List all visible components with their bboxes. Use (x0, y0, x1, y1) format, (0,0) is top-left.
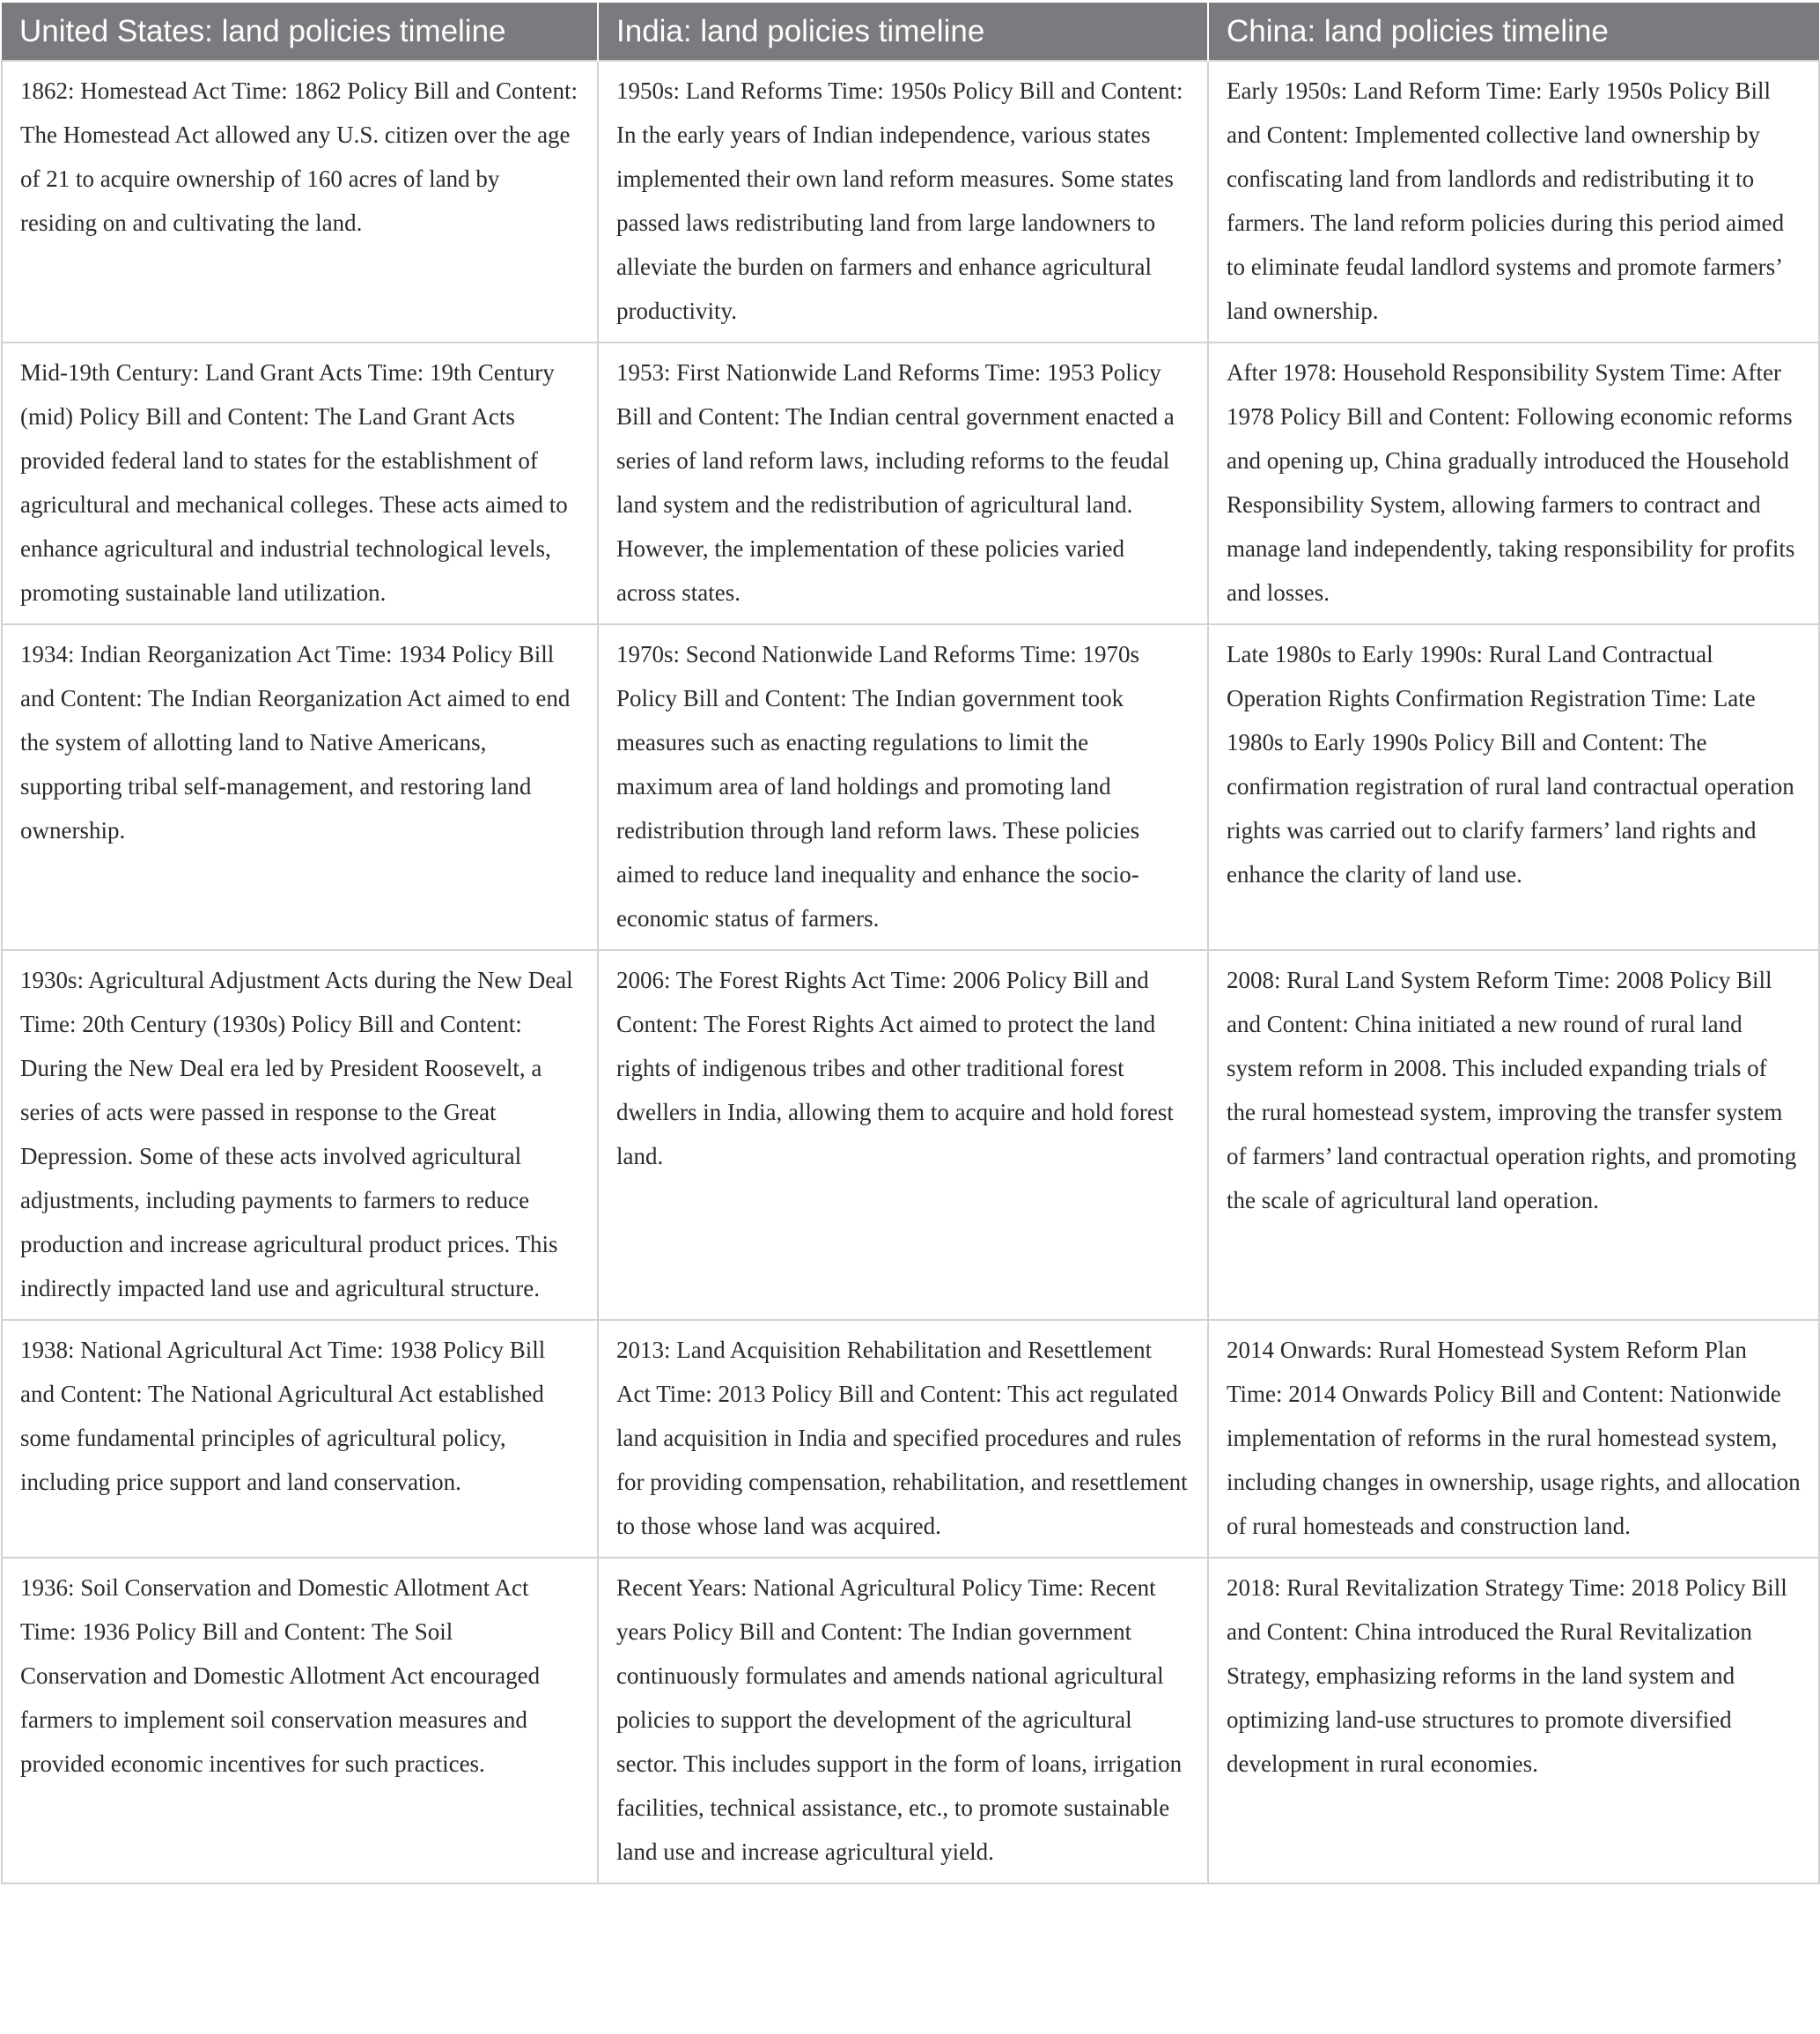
table-cell-united-states: 1930s: Agricultural Adjustment Acts during the New Deal Time: 20th Century (1930s) Policy Bill and Content: During the New Deal era led by President Roosevelt, a series of acts were passed in response to the Great Depression. Some of these acts involved agricultural adjustments, including payments to farmers to reduce production and increase agricultural product prices. This indirectly impacted land use and agricultural structure. (2, 950, 598, 1320)
column-header-united-states: United States: land policies timeline (2, 3, 598, 61)
table-cell-china: 2014 Onwards: Rural Homestead System Reform Plan Time: 2014 Onwards Policy Bill and Content: Nationwide implementation of reforms in the rural homestead system, including changes in ownership, usage rights, and allocation of rural homesteads and construction land. (1208, 1320, 1819, 1558)
table-cell-china: Early 1950s: Land Reform Time: Early 1950s Policy Bill and Content: Implemented collective land ownership by confiscating land from landlords and redistributing it to farmers. The land reform policies during this period aimed to eliminate feudal landlord systems and promote farmers’ land ownership. (1208, 61, 1819, 343)
table-cell-united-states: 1862: Homestead Act Time: 1862 Policy Bill and Content: The Homestead Act allowed any U.S. citizen over the age of 21 to acquire ownership of 160 acres of land by residing on and cultivating the land. (2, 61, 598, 343)
table-cell-india: Recent Years: National Agricultural Policy Time: Recent years Policy Bill and Content: The Indian government continuously formulates and amends national agricultural policies to support the development of the agricultural sector. This includes support in the form of loans, irrigation facilities, technical assistance, etc., to promote sustainable land use and increase agricultural yield. (598, 1558, 1208, 1883)
table-body (2, 61, 1819, 1883)
header-row (2, 3, 1819, 61)
table-row (2, 343, 1819, 624)
table-cell-united-states: 1934: Indian Reorganization Act Time: 1934 Policy Bill and Content: The Indian Reorganization Act aimed to end the system of allotting land to Native Americans, supporting tribal self-management, and restoring land ownership. (2, 624, 598, 950)
column-header-india: India: land policies timeline (598, 3, 1208, 61)
table-cell-china: 2018: Rural Revitalization Strategy Time: 2018 Policy Bill and Content: China introduced the Rural Revitalization Strategy, emphasizing reforms in the land system and optimizing land-use structures to promote diversified development in rural economies. (1208, 1558, 1819, 1883)
table-cell-united-states: 1936: Soil Conservation and Domestic Allotment Act Time: 1936 Policy Bill and Content: The Soil Conservation and Domestic Allotment Act encouraged farmers to implement soil conservation measures and provided economic incentives for such practices. (2, 1558, 598, 1883)
table-cell-china: Late 1980s to Early 1990s: Rural Land Contractual Operation Rights Confirmation Registration Time: Late 1980s to Early 1990s Policy Bill and Content: The confirmation registration of rural land contractual operation rights was carried out to clarify farmers’ land rights and enhance the clarity of land use. (1208, 624, 1819, 950)
table-cell-united-states: 1938: National Agricultural Act Time: 1938 Policy Bill and Content: The National Agricultural Act established some fundamental principles of agricultural policy, including price support and land conservation. (2, 1320, 598, 1558)
table-row (2, 1320, 1819, 1558)
table-cell-india: 2013: Land Acquisition Rehabilitation and Resettlement Act Time: 2013 Policy Bill and Content: This act regulated land acquisition in India and specified procedures and rules for providing compensation, rehabilitation, and resettlement to those whose land was acquired. (598, 1320, 1208, 1558)
land-policies-table (1, 3, 1820, 1884)
column-header-china: China: land policies timeline (1208, 3, 1819, 61)
table-row (2, 624, 1819, 950)
table-row (2, 61, 1819, 343)
table-cell-india: 1970s: Second Nationwide Land Reforms Time: 1970s Policy Bill and Content: The Indian government took measures such as enacting regulations to limit the maximum area of land holdings and promoting land redistribution through land reform laws. These policies aimed to reduce land inequality and enhance the socio-economic status of farmers. (598, 624, 1208, 950)
table-header (2, 3, 1819, 61)
table-cell-india: 2006: The Forest Rights Act Time: 2006 Policy Bill and Content: The Forest Rights Act aimed to protect the land rights of indigenous tribes and other traditional forest dwellers in India, allowing them to acquire and hold forest land. (598, 950, 1208, 1320)
table-cell-india: 1953: First Nationwide Land Reforms Time: 1953 Policy Bill and Content: The Indian central government enacted a series of land reform laws, including reforms to the feudal land system and the redistribution of agricultural land. However, the implementation of these policies varied across states. (598, 343, 1208, 624)
land-policies-table-container (1, 3, 1818, 1884)
table-row (2, 950, 1819, 1320)
table-cell-china: After 1978: Household Responsibility System Time: After 1978 Policy Bill and Content: Following economic reforms and opening up, China gradually introduced the Household Responsibility System, allowing farmers to contract and manage land independently, taking responsibility for profits and losses. (1208, 343, 1819, 624)
table-cell-united-states: Mid-19th Century: Land Grant Acts Time: 19th Century (mid) Policy Bill and Content: The Land Grant Acts provided federal land to states for the establishment of agricultural and mechanical colleges. These acts aimed to enhance agricultural and industrial technological levels, promoting sustainable land utilization. (2, 343, 598, 624)
table-row (2, 1558, 1819, 1883)
table-cell-india: 1950s: Land Reforms Time: 1950s Policy Bill and Content: In the early years of Indian independence, various states implemented their own land reform measures. Some states passed laws redistributing land from large landowners to alleviate the burden on farmers and enhance agricultural productivity. (598, 61, 1208, 343)
table-cell-china: 2008: Rural Land System Reform Time: 2008 Policy Bill and Content: China initiated a new round of rural land system reform in 2008. This included expanding trials of the rural homestead system, improving the transfer system of farmers’ land contractual operation rights, and promoting the scale of agricultural land operation. (1208, 950, 1819, 1320)
